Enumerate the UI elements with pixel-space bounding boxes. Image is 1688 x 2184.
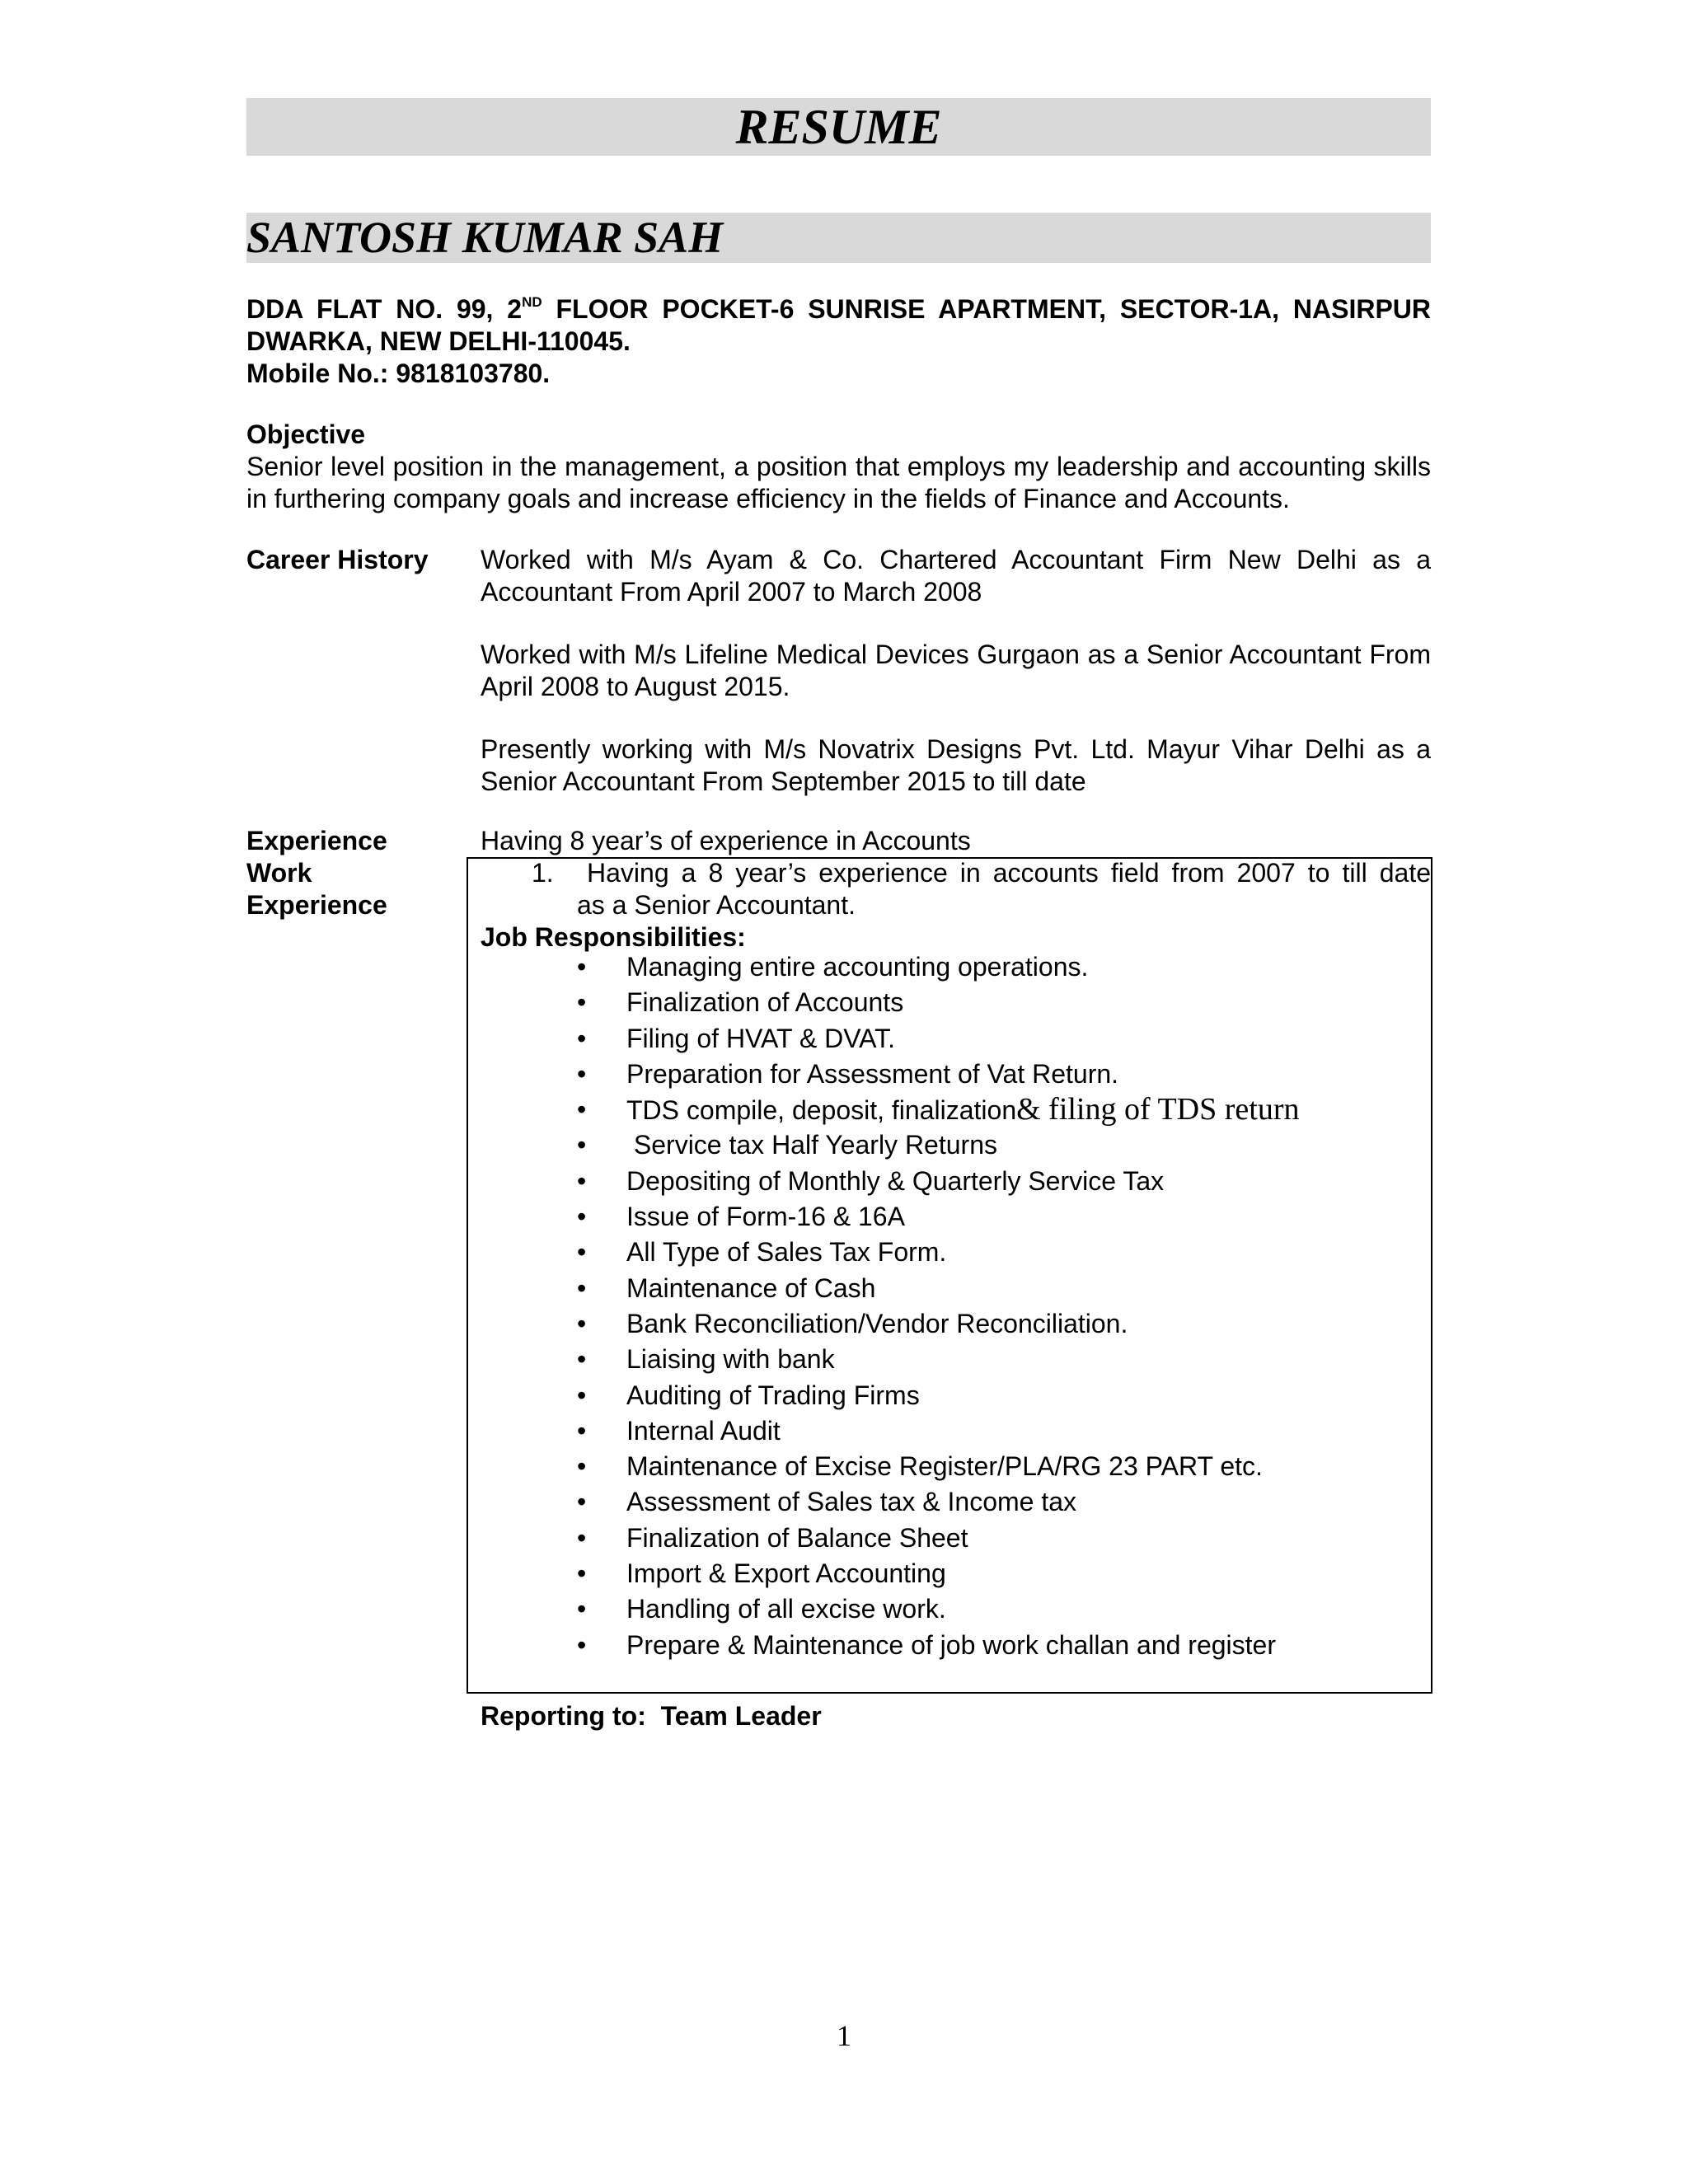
reporting-to: Reporting to: Team Leader <box>481 1701 822 1731</box>
bullet-icon: • <box>577 1487 587 1517</box>
bullet-icon: • <box>577 1202 587 1232</box>
bullet-icon: • <box>577 1023 587 1053</box>
bullet-icon: • <box>577 1058 587 1089</box>
bullet-icon: • <box>577 952 587 982</box>
job-responsibilities-heading: Job Responsibilities: <box>481 922 746 952</box>
responsibility-text: Managing entire accounting operations. <box>626 952 1089 982</box>
bullet-icon: • <box>577 1558 587 1589</box>
responsibility-text: Issue of Form-16 & 16A <box>626 1202 905 1232</box>
responsibility-text: Preparation for Assessment of Vat Return. <box>626 1058 1119 1089</box>
responsibility-text: Service tax Half Yearly Returns <box>626 1130 997 1160</box>
bullet-icon: • <box>577 1629 587 1660</box>
experience-label: Experience <box>246 826 387 855</box>
address-line-1-prefix: DDA FLAT NO. 99, 2 <box>246 294 523 324</box>
responsibility-text: Handling of all excise work. <box>626 1594 946 1624</box>
work-experience-label-line-2: Experience <box>246 890 387 920</box>
responsibility-text: Auditing of Trading Firms <box>626 1380 920 1410</box>
bullet-icon: • <box>577 1344 587 1375</box>
bullet-icon: • <box>577 987 587 1018</box>
responsibility-text: Bank Reconciliation/Vendor Reconciliation. <box>626 1308 1128 1338</box>
bullet-icon: • <box>577 1272 587 1303</box>
bullet-icon: • <box>577 1308 587 1338</box>
item-text-line-1: Having a 8 year’s experience in accounts field from 2007 to till date <box>587 858 1431 888</box>
mobile-number: Mobile No.: 9818103780. <box>246 359 551 388</box>
page-number: 1 <box>837 2019 851 2052</box>
bullet-icon: • <box>577 1165 587 1196</box>
experience-summary: Having 8 year’s of experience in Accounts <box>481 826 971 855</box>
career-history-label: Career History <box>246 545 429 574</box>
responsibility-text: All Type of Sales Tax Form. <box>626 1237 947 1268</box>
bullet-icon: • <box>577 1380 587 1410</box>
objective-heading: Objective <box>246 419 366 449</box>
address-block <box>246 293 1431 390</box>
career-entry: Presently working with M/s Novatrix Designs Pvt. Ltd. Mayur Vihar Delhi as a Senior Accountant From September 2015 to till date <box>481 734 1431 796</box>
responsibility-text: Maintenance of Cash <box>626 1272 876 1303</box>
bullet-icon: • <box>577 1130 587 1160</box>
work-experience-label-line-1: Work <box>246 858 312 888</box>
tds-text-suffix: & filing of TDS return <box>1016 1092 1300 1127</box>
address-line-1 <box>246 293 1431 326</box>
responsibility-text: Internal Audit <box>626 1415 781 1446</box>
document-title: RESUME <box>735 100 942 154</box>
bullet-icon: • <box>577 1594 587 1624</box>
career-entry: Worked with M/s Ayam & Co. Chartered Accountant Firm New Delhi as a Accountant From April 2007 to March 2008 <box>481 545 1431 607</box>
responsibility-text: Liaising with bank <box>626 1344 835 1375</box>
bullet-icon: • <box>577 1451 587 1482</box>
responsibility-text: Prepare & Maintenance of job work challan and register <box>626 1629 1276 1660</box>
bullet-icon: • <box>577 1237 587 1268</box>
responsibility-text: Finalization of Balance Sheet <box>626 1522 968 1553</box>
address-ordinal-suffix: ND <box>522 294 542 310</box>
bullet-icon: • <box>577 1522 587 1553</box>
responsibility-text: Maintenance of Excise Register/PLA/RG 23 PART etc. <box>626 1451 1263 1482</box>
responsibility-text: Assessment of Sales tax & Income tax <box>626 1487 1077 1517</box>
item-number: 1. <box>532 858 554 888</box>
responsibility-text: Depositing of Monthly & Quarterly Service Tax <box>626 1165 1165 1196</box>
responsibility-text: Finalization of Accounts <box>626 987 904 1018</box>
tds-text-prefix: TDS compile, deposit, finalization <box>626 1095 1017 1126</box>
responsibility-text: Filing of HVAT & DVAT. <box>626 1023 896 1053</box>
candidate-name: SANTOSH KUMAR SAH <box>246 213 724 262</box>
objective-text: Senior level position in the management, a position that employs my leadership and accounting skills in furthering company goals and increase efficiency in the fields of Finance and Accounts. <box>246 452 1431 513</box>
career-entry: Worked with M/s Lifeline Medical Devices Gurgaon as a Senior Accountant From April 2008 to August 2015. <box>481 640 1431 701</box>
bullet-icon: • <box>577 1094 587 1125</box>
responsibility-text <box>626 1092 1299 1128</box>
address-line-2: DWARKA, NEW DELHI-110045. <box>246 326 631 356</box>
item-text-line-2: as a Senior Accountant. <box>577 890 856 920</box>
bullet-icon: • <box>577 1415 587 1446</box>
responsibility-text: Import & Export Accounting <box>626 1558 946 1589</box>
address-line-1-suffix: FLOOR POCKET-6 SUNRISE APARTMENT, SECTOR-1A, NASIRPUR <box>542 294 1432 324</box>
